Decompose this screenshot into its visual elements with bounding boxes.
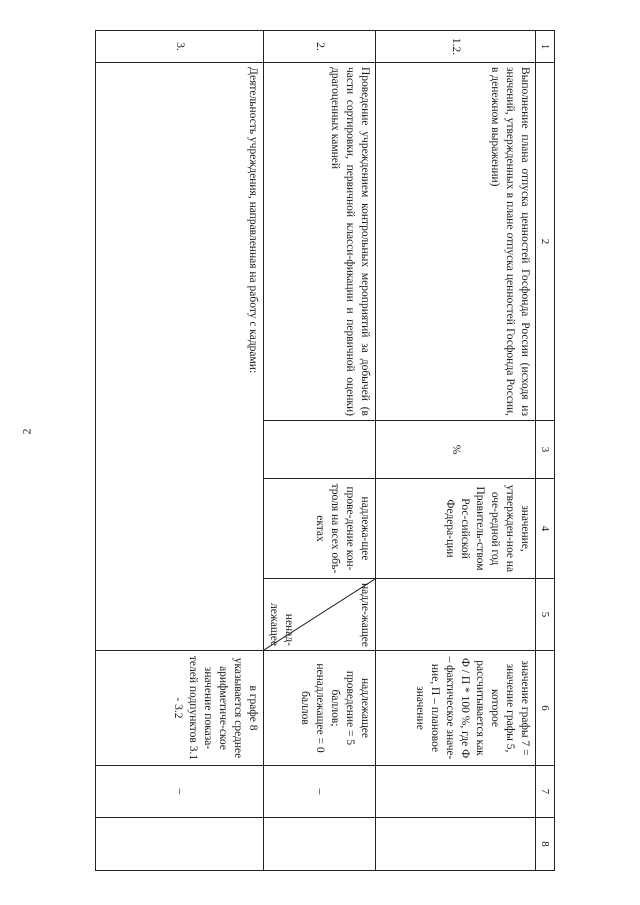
row-col8 [264,818,376,871]
table-row [376,31,536,871]
page-number: 2 [19,428,34,435]
assessment-proper: надле-жащее [359,583,371,647]
row-description: Проведение учреждением контрольных мероприятий за добычей (в части сортировки, первичной класси-фикации и первичной оценки) драгоценных камней [264,63,376,421]
header-cell: 3 [536,421,555,479]
row-number: 2. [264,31,376,63]
row-col7: – [264,766,376,818]
row-col8 [96,818,264,871]
header-cell: 2 [536,63,555,421]
row-col8 [376,818,536,871]
header-cell: 4 [536,479,555,579]
header-cell: 6 [536,651,555,766]
row-col5 [376,579,536,651]
assessment-improper: ненад-лежащее [268,603,295,646]
row-description: Деятельность учреждения, направленная на работу с кадрами: [96,63,264,651]
row-col7 [376,766,536,818]
row-formula: в графе 8 указывается среднее арифметиче-ское значение показа-телей подпунктов 3.1 - 3.2 [96,651,264,766]
header-cell: 8 [536,818,555,871]
row-number: 1.2. [376,31,536,63]
row-col7: – [96,766,264,818]
row-number: 3. [96,31,264,63]
header-cell: 1 [536,31,555,63]
header-cell: 7 [536,766,555,818]
row-formula: значение графы 7 = значение графы 5, которое рассчитывается как Ф / П * 100 %, где Ф – фактическое значе-ние, П – плановое значение [376,651,536,766]
row-formula: надлежащее проведение = 5 баллов; ненадлежащее = 0 баллов [264,651,376,766]
header-cell: 5 [536,579,555,651]
row-value: значение, утвержден-ное на оче-редной год Правитель-ством Рос-сийской Федера-ции [376,479,536,579]
row-unit [264,421,376,479]
row-unit: % [376,421,536,479]
row-description: Выполнение плана отпуска ценностей Госфонда России (исходя из значений, утвержденных в плане отпуска ценностей Госфонда России, в денежном выражении) [376,63,536,421]
table-row [96,31,264,871]
table-row [264,31,376,871]
row-value: надлежа-щее прове-дение кон-троля на всех объ-ектах [264,479,376,579]
indicators-table [95,30,555,871]
row-assessment-split [264,579,376,651]
table-wrapper [95,30,555,870]
header-row [536,31,555,871]
